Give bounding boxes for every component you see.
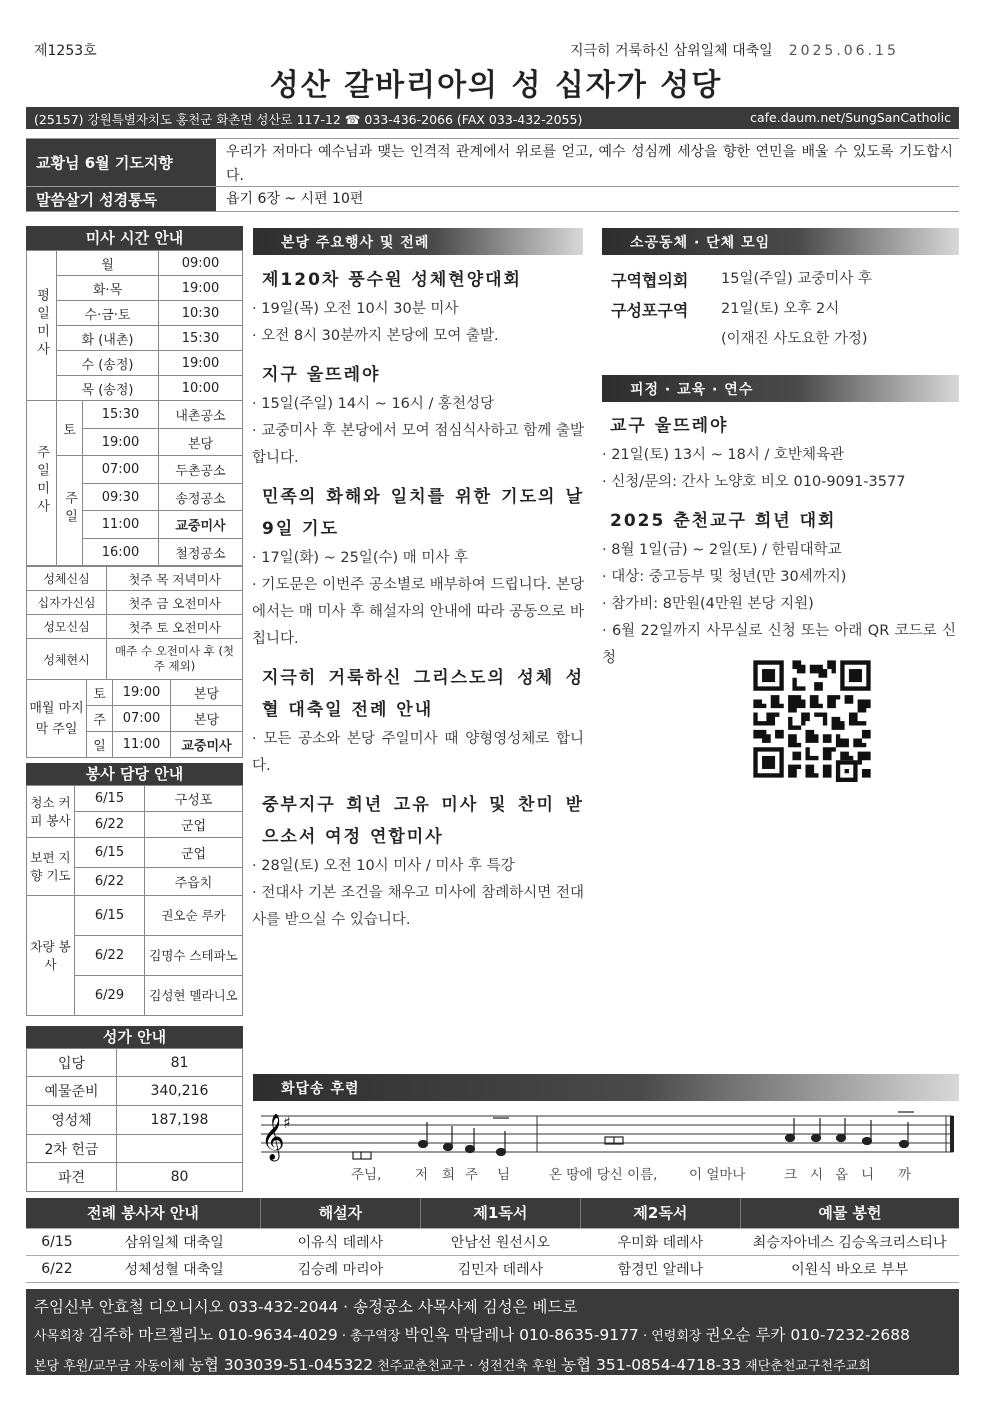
formation-line: · 대상: 중고등부 및 청년(만 30세까지) xyxy=(602,569,847,585)
lyric: 님 xyxy=(497,1167,511,1183)
event-line: · 모든 공소와 본당 주일미사 때 양형영성체로 합니다. xyxy=(252,731,584,774)
service-who: 군업 xyxy=(145,838,243,868)
formation-title: 2025 춘천교구 희년 대회 xyxy=(610,511,837,531)
groups-header: 소공동체 · 단체 모임 xyxy=(602,228,959,255)
service-table xyxy=(26,785,243,1016)
lyric: 희 xyxy=(442,1167,456,1183)
weekday-day: 월 xyxy=(57,251,159,276)
service-date: 6/29 xyxy=(75,976,145,1016)
weekday-mass-table xyxy=(26,250,243,401)
service-date: 6/15 xyxy=(75,838,145,868)
group-label: 구성포구역 xyxy=(611,301,689,320)
last-sunday-table xyxy=(26,679,243,758)
weekday-time: 09:00 xyxy=(159,251,243,276)
liturgy-table xyxy=(26,1198,959,1283)
devotion-desc: 첫주 목 저녁미사 xyxy=(107,567,243,591)
liturgy-row xyxy=(26,1255,959,1282)
service-who: 주읍치 xyxy=(145,868,243,896)
devotion-desc: 첫주 토 오전미사 xyxy=(107,615,243,639)
address-bar xyxy=(26,107,959,129)
devotion-name: 성모신심 xyxy=(27,615,107,639)
liturgy-row xyxy=(26,1228,959,1255)
council-line xyxy=(34,1321,951,1351)
weekday-time: 10:00 xyxy=(159,376,243,401)
devotion-desc: 매주 수 오전미사 후 (첫 주 제외) xyxy=(107,639,243,680)
hymn-table xyxy=(26,1048,243,1192)
service-date: 6/22 xyxy=(75,812,145,838)
event-title: 지극히 거룩하신 그리스도의 성체 성혈 대축일 전례 안내 xyxy=(262,668,584,720)
weekday-day: 화 (내촌) xyxy=(57,326,159,351)
building-label: 천주교춘천교구 · 성전건축 후원 xyxy=(377,1359,557,1374)
weekly-label: 보편 지향 기도 xyxy=(27,838,75,896)
devotion-name: 성체현시 xyxy=(27,639,107,680)
weekday-time: 15:30 xyxy=(159,326,243,351)
mass-time: 11:00 xyxy=(113,732,171,758)
svg-text:♯: ♯ xyxy=(283,1113,291,1132)
liturgy-feast: 삼위일체 대축일 xyxy=(88,1228,260,1255)
event-line: · 기도문은 이번주 공소별로 배부하여 드립니다. 본당에서는 매 미사 후 해설자의 안내에 따라 공동으로 바칩니다. xyxy=(252,577,584,647)
hymn-label: 파견 xyxy=(27,1163,117,1192)
devotion-table xyxy=(26,566,243,680)
mass-time: 09:30 xyxy=(83,484,159,511)
formation-line: · 8월 1일(금) ~ 2일(토) / 한림대학교 xyxy=(602,542,842,558)
last-sunday-day: 토 xyxy=(87,680,113,706)
event-title: 중부지구 희년 고유 미사 및 찬미 받으소서 여정 연합미사 xyxy=(262,795,584,847)
weekday-mass-label: 평일미사 xyxy=(27,251,57,401)
mass-place: 송정공소 xyxy=(159,484,243,511)
service-who: 군업 xyxy=(145,812,243,838)
lyric: 온 땅에 당신 이름, xyxy=(549,1167,658,1183)
sunday-mass-table xyxy=(26,400,243,566)
devotion-desc: 첫주 금 오전미사 xyxy=(107,591,243,615)
service-date: 6/15 xyxy=(75,896,145,936)
event-line: · 교중미사 후 본당에서 모여 점심식사하고 함께 출발합니다. xyxy=(252,423,584,466)
formation-title: 교구 울뜨레야 xyxy=(610,416,729,436)
mass-time: 16:00 xyxy=(83,539,159,566)
first-reader: 안남선 원선시오 xyxy=(420,1228,580,1255)
sunday-label: 주일 xyxy=(57,456,83,566)
hymn-label: 영성체 xyxy=(27,1106,117,1135)
mass-place: 두촌공소 xyxy=(159,456,243,484)
hymn-label: 예물준비 xyxy=(27,1077,117,1106)
liturgy-date: 6/15 xyxy=(26,1228,88,1255)
lyric: 니 xyxy=(861,1167,875,1183)
sunday-mass-label: 주일미사 xyxy=(27,401,57,566)
formation-line: · 6월 22일까지 사무실로 신청 또는 아래 QR 코드로 신청 xyxy=(602,623,956,666)
car-label: 차량 봉사 xyxy=(27,896,75,1016)
weekday-day: 수·금·토 xyxy=(57,301,159,326)
mass-time: 07:00 xyxy=(83,456,159,484)
last-sunday-day: 주 xyxy=(87,706,113,732)
cleaning-label: 청소 커피 봉사 xyxy=(27,786,75,838)
second-reader: 함경민 알레나 xyxy=(580,1255,740,1282)
funeral-contact: 권오순 루카 010-7232-2688 xyxy=(705,1326,910,1344)
footer xyxy=(26,1289,959,1375)
bible-reading-text: 욥기 6장 ~ 시편 10편 xyxy=(226,191,364,207)
district-contact: 박인옥 막달레나 010-8635-9177 xyxy=(404,1326,639,1344)
weekday-day: 수 (송정) xyxy=(57,351,159,376)
event-line: · 오전 8시 30분까지 본당에 모여 출발. xyxy=(252,328,499,344)
formation-line: · 신청/문의: 간사 노양호 비오 010-9091-3577 xyxy=(602,474,906,490)
mass-time: 19:00 xyxy=(113,680,171,706)
pastor-line: 주임신부 안효철 디오니시오 033-432-2044 · 송정공소 사목사제 김성은 베드로 xyxy=(34,1298,578,1316)
hymn-value: 80 xyxy=(117,1163,243,1192)
cafe-link[interactable]: cafe.daum.net/SungSanCatholic xyxy=(750,110,951,125)
mass-time: 07:00 xyxy=(113,706,171,732)
group-note: (이재진 사도요한 가정) xyxy=(721,331,868,347)
liturgy-feast: 성체성혈 대축일 xyxy=(88,1255,260,1282)
issue-number: 제1253호 xyxy=(34,43,97,59)
main-events-body xyxy=(252,264,584,934)
last-sunday-label: 매월 마지막 주일 xyxy=(27,680,87,758)
psalm-header: 화답송 후렴 xyxy=(253,1074,959,1101)
mass-place: 본당 xyxy=(171,680,243,706)
account-holder: 재단춘천교구천주교회 xyxy=(745,1359,871,1374)
event-line: · 15일(주일) 14시 ~ 16시 / 홍천성당 xyxy=(252,396,495,412)
mass-place: 본당 xyxy=(159,429,243,456)
service-who: 구성포 xyxy=(145,786,243,812)
event-line: · 17일(화) ~ 25일(수) 매 미사 후 xyxy=(252,550,468,566)
feast-name: 지극히 거룩하신 삼위일체 대축일 xyxy=(570,43,773,59)
bulletin-date: 2025.06.15 xyxy=(788,43,899,59)
hymn-label: 2차 헌금 xyxy=(27,1135,117,1163)
hymn-label: 입당 xyxy=(27,1049,117,1077)
donation-account: 농협 303039-51-045322 xyxy=(188,1356,374,1374)
commentator: 이유식 데레사 xyxy=(260,1228,420,1255)
donation-line xyxy=(34,1351,951,1381)
lyric: 옵 xyxy=(835,1167,849,1183)
donation-label: 본당 후원/교무금 자동이체 xyxy=(34,1359,185,1374)
group-label: 구역협의회 xyxy=(611,271,689,290)
liturgy-header: 전례 봉사자 안내 xyxy=(26,1198,260,1228)
mass-place: 내촌공소 xyxy=(159,401,243,429)
lyric: 주 xyxy=(465,1167,479,1183)
event-line: · 전대사 기본 조건을 채우고 미사에 참례하시면 전대사를 받으실 수 있습니다. xyxy=(252,885,584,928)
weekday-day: 목 (송정) xyxy=(57,376,159,401)
mass-time: 15:30 xyxy=(83,401,159,429)
building-account: 농협 351-0854-4718-33 xyxy=(561,1356,741,1374)
funeral-label: · 연령회장 xyxy=(642,1329,702,1344)
pope-intention-label: 교황님 6월 기도지향 xyxy=(26,139,216,186)
liturgy-date: 6/22 xyxy=(26,1255,88,1282)
hymn-value: 340,216 xyxy=(117,1077,243,1106)
lyric: 저 xyxy=(415,1167,429,1183)
weekday-time: 10:30 xyxy=(159,301,243,326)
lyric: 까 xyxy=(898,1167,912,1183)
liturgy-header: 예물 봉헌 xyxy=(740,1198,959,1228)
event-line: · 19일(목) 오전 10시 30분 미사 xyxy=(252,301,459,317)
church-title: 성산 갈바리아의 성 십자가 성당 xyxy=(269,68,723,103)
liturgy-header: 제1독서 xyxy=(420,1198,580,1228)
second-reader: 우미화 데레사 xyxy=(580,1228,740,1255)
hymn-value: 187,198 xyxy=(117,1106,243,1135)
commentator: 김승례 마리아 xyxy=(260,1255,420,1282)
saturday-label: 토 xyxy=(57,401,83,456)
mass-time: 11:00 xyxy=(83,511,159,539)
offertory: 이원식 바오로 부부 xyxy=(740,1255,959,1282)
bible-reading-label: 말씀살기 성경통독 xyxy=(26,187,216,211)
mass-times-header: 미사 시간 안내 xyxy=(26,226,243,250)
address-text: (25157) 강원특별자치도 홍천군 화촌면 성산로 117-12 ☎ 033-436-2066 (FAX 033-432-2055) xyxy=(34,112,583,127)
groups-body xyxy=(611,266,956,353)
feast-line xyxy=(570,40,899,60)
weekday-time: 19:00 xyxy=(159,351,243,376)
treble-clef-icon: 𝄞 xyxy=(261,1114,285,1160)
hymn-header: 성가 안내 xyxy=(26,1026,243,1048)
service-who: 김성현 멜라니오 xyxy=(145,976,243,1016)
lyric: 이 얼마나 xyxy=(689,1167,746,1183)
event-line: · 28일(토) 오전 10시 미사 / 미사 후 특강 xyxy=(252,858,515,874)
group-text: 21일(토) 오후 2시 xyxy=(721,301,840,317)
last-sunday-day: 일 xyxy=(87,732,113,758)
council-label: 사목회장 xyxy=(34,1329,85,1344)
mass-place: 본당 xyxy=(171,706,243,732)
lyric: 주님, xyxy=(351,1167,382,1183)
lyric: 시 xyxy=(810,1167,824,1183)
pope-intention-text: 우리가 저마다 예수님과 맺는 인격적 관계에서 위로를 얻고, 예수 성심께 세상을 향한 연민을 배울 수 있도록 기도합시다. xyxy=(226,144,953,184)
devotion-name: 성체신심 xyxy=(27,567,107,591)
district-label: · 총구역장 xyxy=(341,1329,401,1344)
mass-place-main: 교중미사 xyxy=(171,732,243,758)
service-header: 봉사 담당 안내 xyxy=(26,763,243,785)
devotion-name: 십자가신심 xyxy=(27,591,107,615)
service-who: 김명수 스테파노 xyxy=(145,936,243,976)
lyric: 크 xyxy=(784,1167,798,1183)
mass-time: 19:00 xyxy=(83,429,159,456)
main-events-header: 본당 주요행사 및 전례 xyxy=(253,228,583,255)
weekday-day: 화·목 xyxy=(57,276,159,301)
pope-intention-row xyxy=(26,138,959,187)
first-reader: 김민자 데레사 xyxy=(420,1255,580,1282)
qr-code[interactable] xyxy=(749,656,875,782)
formation-line: · 참가비: 8만원(4만원 본당 지원) xyxy=(602,596,814,612)
formation-header: 피정 · 교육 · 연수 xyxy=(602,375,959,402)
hymn-value xyxy=(117,1135,243,1163)
weekday-time: 19:00 xyxy=(159,276,243,301)
formation-line: · 21일(토) 13시 ~ 18시 / 호반체육관 xyxy=(602,447,845,463)
hymn-value: 81 xyxy=(117,1049,243,1077)
mass-place-main: 교중미사 xyxy=(159,511,243,539)
group-text: 15일(주일) 교중미사 후 xyxy=(721,271,873,287)
mass-place: 철정공소 xyxy=(159,539,243,566)
council-contact: 김주하 마르첼리노 010-9634-4029 xyxy=(88,1326,338,1344)
liturgy-header: 해설자 xyxy=(260,1198,420,1228)
offertory: 최승자아네스 김승옥크리스티나 xyxy=(740,1228,959,1255)
service-date: 6/15 xyxy=(75,786,145,812)
event-title: 제120차 풍수원 성체현양대회 xyxy=(262,270,522,290)
liturgy-header: 제2독서 xyxy=(580,1198,740,1228)
service-date: 6/22 xyxy=(75,868,145,896)
bible-reading-row xyxy=(26,187,959,212)
service-date: 6/22 xyxy=(75,936,145,976)
event-title: 지구 울뜨레야 xyxy=(262,365,381,385)
formation-body xyxy=(602,410,956,672)
event-title: 민족의 화해와 일치를 위한 기도의 날 9일 기도 xyxy=(262,487,584,539)
psalm-score xyxy=(253,1104,959,1190)
service-who: 권오순 루카 xyxy=(145,896,243,936)
